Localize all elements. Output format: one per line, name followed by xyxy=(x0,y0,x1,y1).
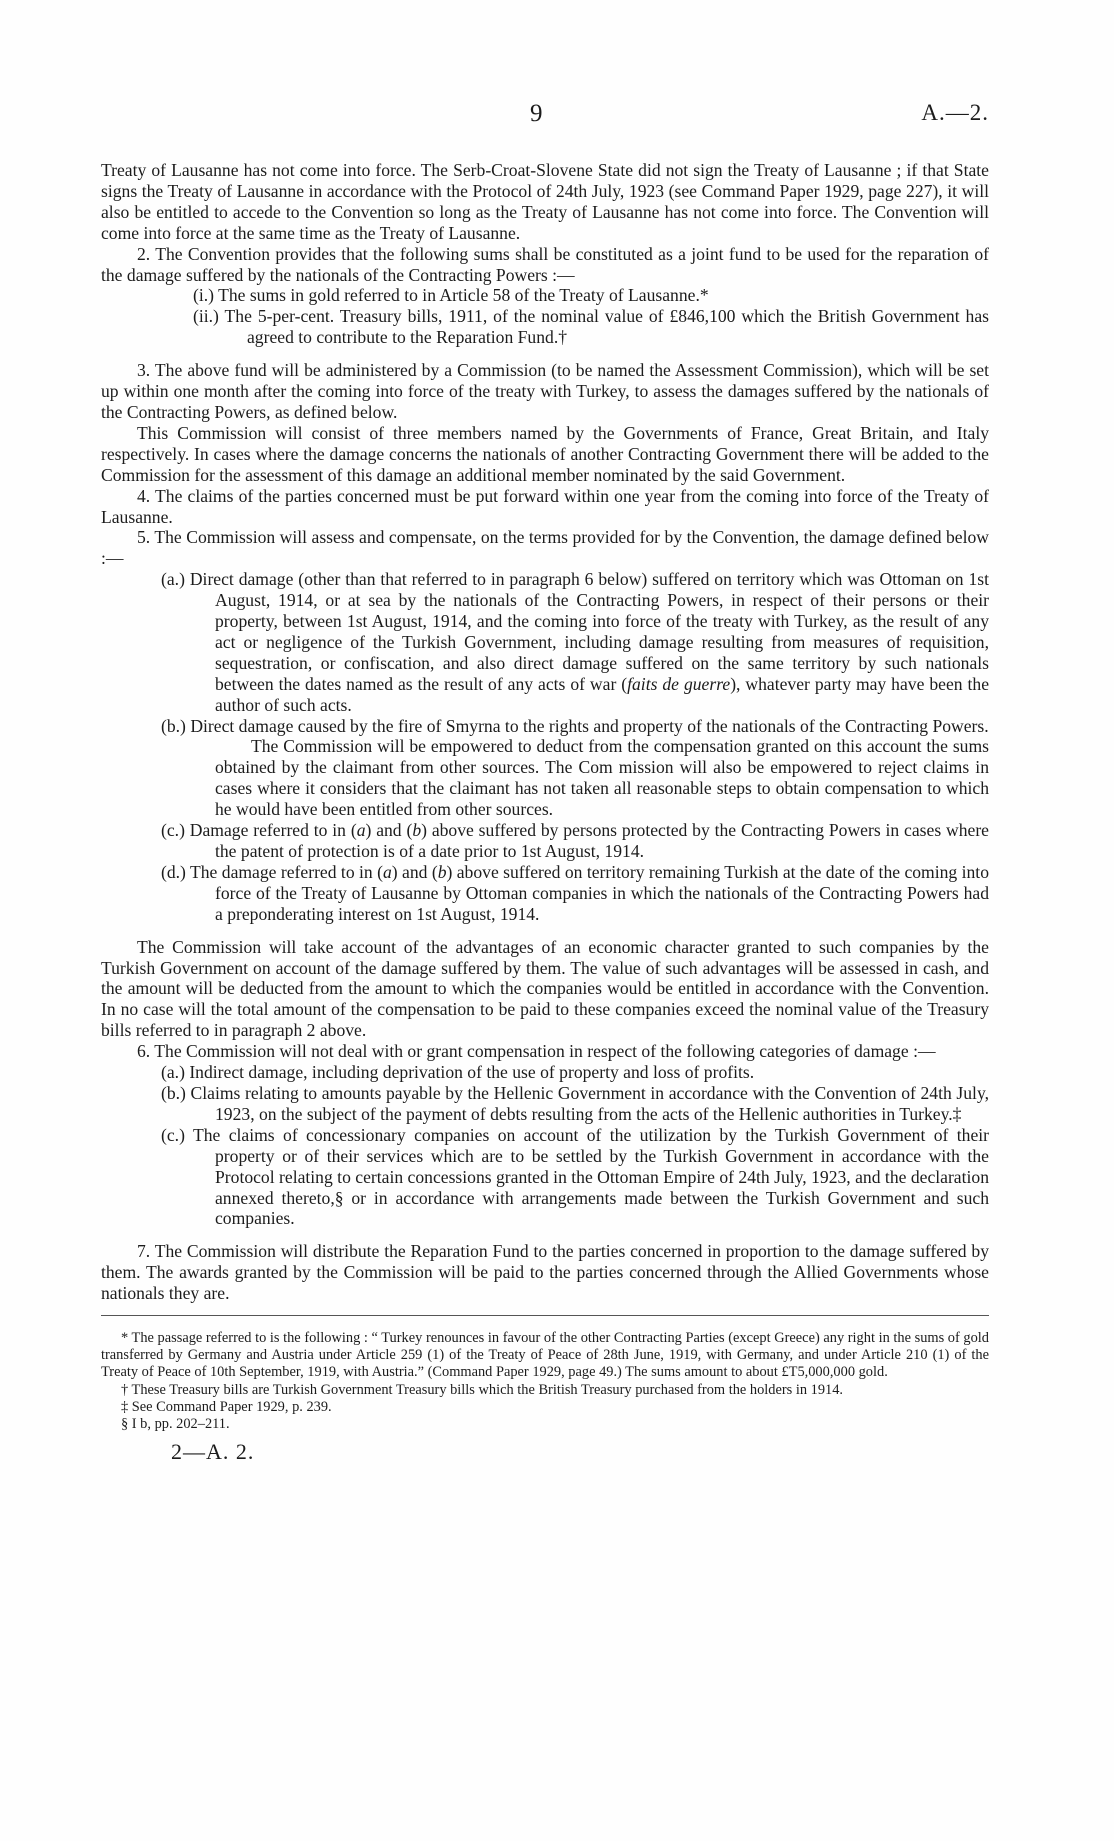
paragraph: Treaty of Lausanne has not come into force. The Serb-Croat-Slovene State did not sign the Treaty of Lausanne ; if that State signs the Treaty of Lausanne in accordance with the Protocol of 24th July, 1923 (see Command Paper 1929, page 227), it will also be entitled to accede to the Convention so long as the Treaty of Lausanne has not come into force. The Convention will come into force at the same time as the Treaty of Lausanne. xyxy=(101,160,989,243)
paragraph-6: 6. The Commission will not deal with or grant compensation in respect of the following categories of damage :— xyxy=(137,1041,936,1062)
item-label: (a.) xyxy=(161,569,185,590)
list-item: (ii.) The 5-per-cent. Treasury bills, 1911, of the nominal value of £846,100 which the British Government has agreed to contribute to the Reparation Fund.† xyxy=(193,306,989,348)
footnotes xyxy=(101,1330,989,1433)
sub-paragraph: The Commission will be empowered to deduct from the compensation granted on this account the sums obtained by the claimant from other sources. The Com mission will also be empowered to reject claims in cases where it considers that the claimant has not taken all reasonable steps to obtain compensation to which he would have been entitled from other sources. xyxy=(215,736,989,820)
paragraph: This Commission will consist of three members named by the Governments of France, Great Britain, and Italy respectively. In cases where the damage concerns the nationals of another Contracting Government there will be added to the Commission for the assessment of this damage an additional member nominated by the said Government. xyxy=(101,422,989,485)
paragraph-2: 2. The Convention provides that the following sums shall be constituted as a joint fund to be used for the reparation of the damage suffered by the nationals of the Contracting Powers :— xyxy=(101,243,989,285)
footnote: ‡ See Command Paper 1929, p. 239. xyxy=(121,1398,332,1415)
footnote-divider xyxy=(101,1315,989,1316)
paper-reference: A.—2. xyxy=(921,100,989,125)
footnote: § I b, pp. 202–211. xyxy=(121,1416,230,1433)
paragraph-3: 3. The above fund will be administered by a Commission (to be named the Assessment Commission), which will be set up within one month after the coming into force of the treaty with Turkey, to assess the damages suffered by the nationals of the Contracting Powers, as defined below. xyxy=(101,360,989,422)
item-label: (d.) xyxy=(161,861,186,882)
item-label: (b.) xyxy=(161,715,186,736)
list-item: (i.) The sums in gold referred to in Article 58 of the Treaty of Lausanne.* xyxy=(193,285,709,306)
page-number: 9 xyxy=(530,100,543,127)
signature-mark: 2—A. 2. xyxy=(171,1439,255,1465)
list-item-c: (c.) Damage referred to in (a) and (b) above suffered by persons protected by the Contracting Powers in cases where the patent of protection is of a date prior to 1st August, 1914. xyxy=(161,820,989,861)
list-item: (c.) The claims of concessionary companies on account of the utilization by the Turkish Government of their property or of their services which are to be settled by the Turkish Government in accordance with the Protocol relating to certain concessions granted in the Ottoman Empire of 24th July, 1923, and the declaration annexed thereto,§ or in accordance with arrangements made between the Turkish Government and such companies. xyxy=(161,1124,989,1229)
item-label: (c.) xyxy=(161,820,185,841)
paragraph: The Commission will take account of the advantages of an economic character granted to such companies by the Turkish Government on account of the damage suffered by them. The value of such advantages will be assessed in cash, and the amount will be deducted from the amount to which the companies would be entitled in accordance with the Convention. In no case will the total amount of the compensation to be paid to these companies exceed the nominal value of the Treasury bills referred to in paragraph 2 above. xyxy=(101,936,989,1041)
paragraph-4: 4. The claims of the parties concerned must be put forward within one year from the coming into force of the Treaty of Lausanne. xyxy=(101,485,989,527)
page-header xyxy=(0,100,1114,134)
paragraph-7: 7. The Commission will distribute the Reparation Fund to the parties concerned in proportion to the damage suffered by them. The awards granted by the Commission will be paid to the parties concerned through the Allied Governments whose nationals they are. xyxy=(101,1241,989,1304)
footnote: † These Treasury bills are Turkish Government Treasury bills which the British Treasury purchased from the holders in 1914. xyxy=(121,1381,844,1398)
footnote: * The passage referred to is the following : “ Turkey renounces in favour of the other Contracting Parties (except Greece) any right in the sums of gold transferred by Germany and Austria under Article 259 (1) of the Treaty of Peace of 28th June, 1919, with Germany, and under Article 210 (1) of the Treaty of Peace of 10th September, 1919, with Austria.” (Command Paper 1929, page 49.) The sums amount to about £T5,000,000 gold. xyxy=(101,1330,989,1381)
list-item: (a.) Indirect damage, including deprivation of the use of property and loss of profits. xyxy=(161,1062,755,1083)
list-item-b: (b.) Direct damage caused by the fire of Smyrna to the rights and property of the nationals of the Contracting Powers. xyxy=(161,715,989,736)
list-item: (b.) Claims relating to amounts payable by the Hellenic Government in accordance with the Convention of 24th July, 1923, on the subject of the payment of debts resulting from the acts of the Hellenic authorities in Turkey.‡ xyxy=(161,1082,989,1124)
paragraph-5: 5. The Commission will assess and compensate, on the terms provided for by the Convention, the damage defined below :— xyxy=(101,527,989,569)
list-item-d: (d.) The damage referred to in (a) and (b) above suffered on territory remaining Turkish at the date of the coming into force of the Treaty of Lausanne by Ottoman companies in which the nationals of the Contracting Powers had a preponderating interest on 1st August, 1914. xyxy=(161,861,989,924)
document-body xyxy=(101,160,989,1463)
list-item-a: (a.) Direct damage (other than that referred to in paragraph 6 below) suffered on territory which was Ottoman on 1st August, 1914, or at sea by the nationals of the Contracting Powers, in respect of their persons or their property, between 1st August, 1914, and the coming into force of the treaty with Turkey, as the result of any act or negligence of the Turkish Government, including damage resulting from measures of requisition, sequestration, or confiscation, and also direct damage suffered on the same territory by such nationals between the dates named as the result of any acts of war (faits de guerre), whatever party may have been the author of such acts. xyxy=(161,569,990,715)
